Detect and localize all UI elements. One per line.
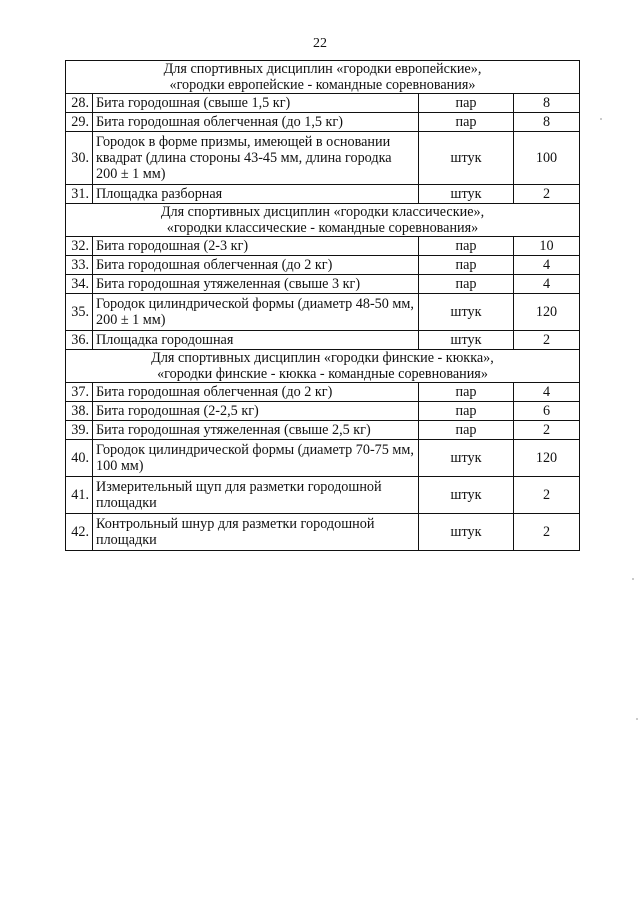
item-quantity: 2 <box>514 331 580 350</box>
item-name: Бита городошная (2-2,5 кг) <box>93 402 419 421</box>
item-unit: пар <box>419 256 514 275</box>
row-number: 37. <box>66 383 93 402</box>
table-row <box>66 421 580 440</box>
table-row <box>66 477 580 514</box>
item-quantity: 4 <box>514 383 580 402</box>
table-row <box>66 185 580 204</box>
scan-speck <box>632 578 634 580</box>
row-number: 30. <box>66 132 93 185</box>
item-name: Бита городошная (свыше 1,5 кг) <box>93 94 419 113</box>
row-number: 41. <box>66 477 93 514</box>
table-row <box>66 94 580 113</box>
section-header <box>66 204 580 237</box>
row-number: 34. <box>66 275 93 294</box>
item-unit: штук <box>419 514 514 551</box>
item-name: Городок цилиндрической формы (диаметр 48-50 мм, 200 ± 1 мм) <box>93 294 419 331</box>
row-number: 33. <box>66 256 93 275</box>
scan-speck <box>600 118 602 120</box>
item-unit: штук <box>419 132 514 185</box>
table-row <box>66 331 580 350</box>
item-unit: пар <box>419 275 514 294</box>
item-unit: штук <box>419 331 514 350</box>
table-row <box>66 383 580 402</box>
row-number: 42. <box>66 514 93 551</box>
item-name: Городок цилиндрической формы (диаметр 70-75 мм, 100 мм) <box>93 440 419 477</box>
item-unit: штук <box>419 294 514 331</box>
row-number: 40. <box>66 440 93 477</box>
section-title-line: Для спортивных дисциплин «городки европейские», <box>163 61 482 77</box>
row-number: 39. <box>66 421 93 440</box>
item-name: Измерительный щуп для разметки городошной площадки <box>93 477 419 514</box>
item-quantity: 120 <box>514 294 580 331</box>
item-unit: пар <box>419 421 514 440</box>
item-quantity: 4 <box>514 256 580 275</box>
item-unit: пар <box>419 237 514 256</box>
item-name: Бита городошная (2-3 кг) <box>93 237 419 256</box>
section-title-line: «городки европейские - командные соревнования» <box>169 77 476 93</box>
section-header <box>66 61 580 94</box>
item-quantity: 8 <box>514 94 580 113</box>
section-title-line: «городки финские - кюкка - командные соревнования» <box>157 366 488 382</box>
item-unit: пар <box>419 402 514 421</box>
row-number: 38. <box>66 402 93 421</box>
item-quantity: 4 <box>514 275 580 294</box>
item-name: Бита городошная утяжеленная (свыше 2,5 кг) <box>93 421 419 440</box>
item-quantity: 6 <box>514 402 580 421</box>
table-row <box>66 514 580 551</box>
item-quantity: 2 <box>514 421 580 440</box>
row-number: 31. <box>66 185 93 204</box>
item-name: Площадка городошная <box>93 331 419 350</box>
item-unit: пар <box>419 113 514 132</box>
row-number: 28. <box>66 94 93 113</box>
scan-speck <box>636 718 638 720</box>
item-unit: штук <box>419 440 514 477</box>
item-quantity: 8 <box>514 113 580 132</box>
item-quantity: 100 <box>514 132 580 185</box>
section-header <box>66 350 580 383</box>
section-title-line: «городки классические - командные соревнования» <box>166 220 479 236</box>
item-name: Бита городошная облегченная (до 2 кг) <box>93 383 419 402</box>
table-row <box>66 113 580 132</box>
row-number: 35. <box>66 294 93 331</box>
item-name: Бита городошная облегченная (до 1,5 кг) <box>93 113 419 132</box>
item-quantity: 2 <box>514 477 580 514</box>
row-number: 32. <box>66 237 93 256</box>
table-row <box>66 132 580 185</box>
item-name: Площадка разборная <box>93 185 419 204</box>
table-row <box>66 275 580 294</box>
section-title-line: Для спортивных дисциплин «городки классические», <box>160 204 485 220</box>
table-row <box>66 256 580 275</box>
item-name: Бита городошная утяжеленная (свыше 3 кг) <box>93 275 419 294</box>
item-name: Бита городошная облегченная (до 2 кг) <box>93 256 419 275</box>
item-name: Контрольный шнур для разметки городошной площадки <box>93 514 419 551</box>
page-number: 22 <box>313 36 327 51</box>
item-unit: штук <box>419 185 514 204</box>
table-row <box>66 402 580 421</box>
table-row <box>66 440 580 477</box>
section-title-line: Для спортивных дисциплин «городки финские - кюкка», <box>151 350 494 366</box>
item-unit: штук <box>419 477 514 514</box>
item-quantity: 2 <box>514 185 580 204</box>
item-quantity: 120 <box>514 440 580 477</box>
row-number: 29. <box>66 113 93 132</box>
equipment-table <box>65 60 580 551</box>
item-quantity: 10 <box>514 237 580 256</box>
row-number: 36. <box>66 331 93 350</box>
table-row <box>66 237 580 256</box>
table-row <box>66 294 580 331</box>
item-unit: пар <box>419 94 514 113</box>
item-name: Городок в форме призмы, имеющей в основании квадрат (длина стороны 43-45 мм, длина городка 200 ± 1 мм) <box>93 132 419 185</box>
item-unit: пар <box>419 383 514 402</box>
item-quantity: 2 <box>514 514 580 551</box>
